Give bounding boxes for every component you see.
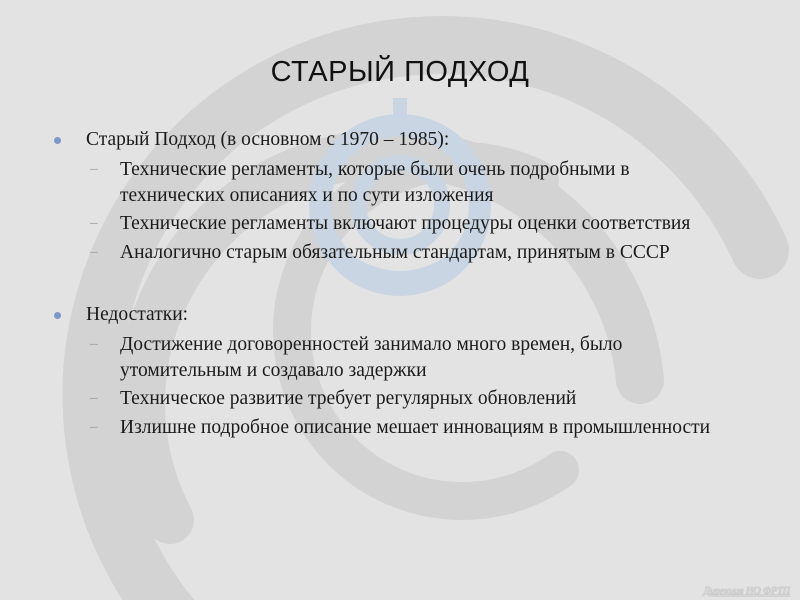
slide-content: [52, 126, 732, 440]
list-item-text: Технические регламенты включают процедуры оценки соответствия: [120, 213, 691, 234]
dash-icon: –: [90, 161, 98, 177]
section-old-approach: [52, 126, 732, 154]
dash-icon: –: [90, 243, 98, 260]
list-item-text: Аналогично старым обязательным стандартам, принятым в СССР: [120, 241, 670, 263]
bullet-dot-icon: [54, 137, 61, 144]
slide-title: СТАРЫЙ ПОДХОД: [270, 56, 530, 88]
list-item-text: Достижение договоренностей занимало много времен, было утомительным и создавало задержки: [120, 334, 623, 381]
section-drawbacks: [52, 301, 732, 329]
list-item: [52, 240, 732, 266]
list-item-text: Техническое развитие требует регулярных обновлений: [120, 388, 577, 409]
section-label: Недостатки:: [86, 304, 189, 325]
list-item: [52, 386, 732, 412]
list-item: [52, 157, 732, 208]
list-item: [52, 332, 732, 383]
bullet-dot-icon: [54, 312, 61, 319]
section-gap: [52, 265, 732, 301]
list-item: [52, 211, 732, 237]
list-item-text: Технические регламенты, которые были очень подробными в технических описаниях и по сути изложения: [120, 159, 630, 206]
list-item-text: Излишне подробное описание мешает инновациям в промышленности: [120, 416, 711, 438]
footer-link[interactable]: Дирекция НО ФРТП: [703, 586, 790, 597]
section-label: Старый Подход (в основном с 1970 – 1985):: [86, 129, 450, 150]
dash-icon: –: [90, 215, 98, 231]
dash-icon: –: [90, 418, 98, 435]
list-item: [52, 415, 732, 441]
dash-icon: –: [90, 336, 98, 352]
dash-icon: –: [90, 390, 98, 406]
